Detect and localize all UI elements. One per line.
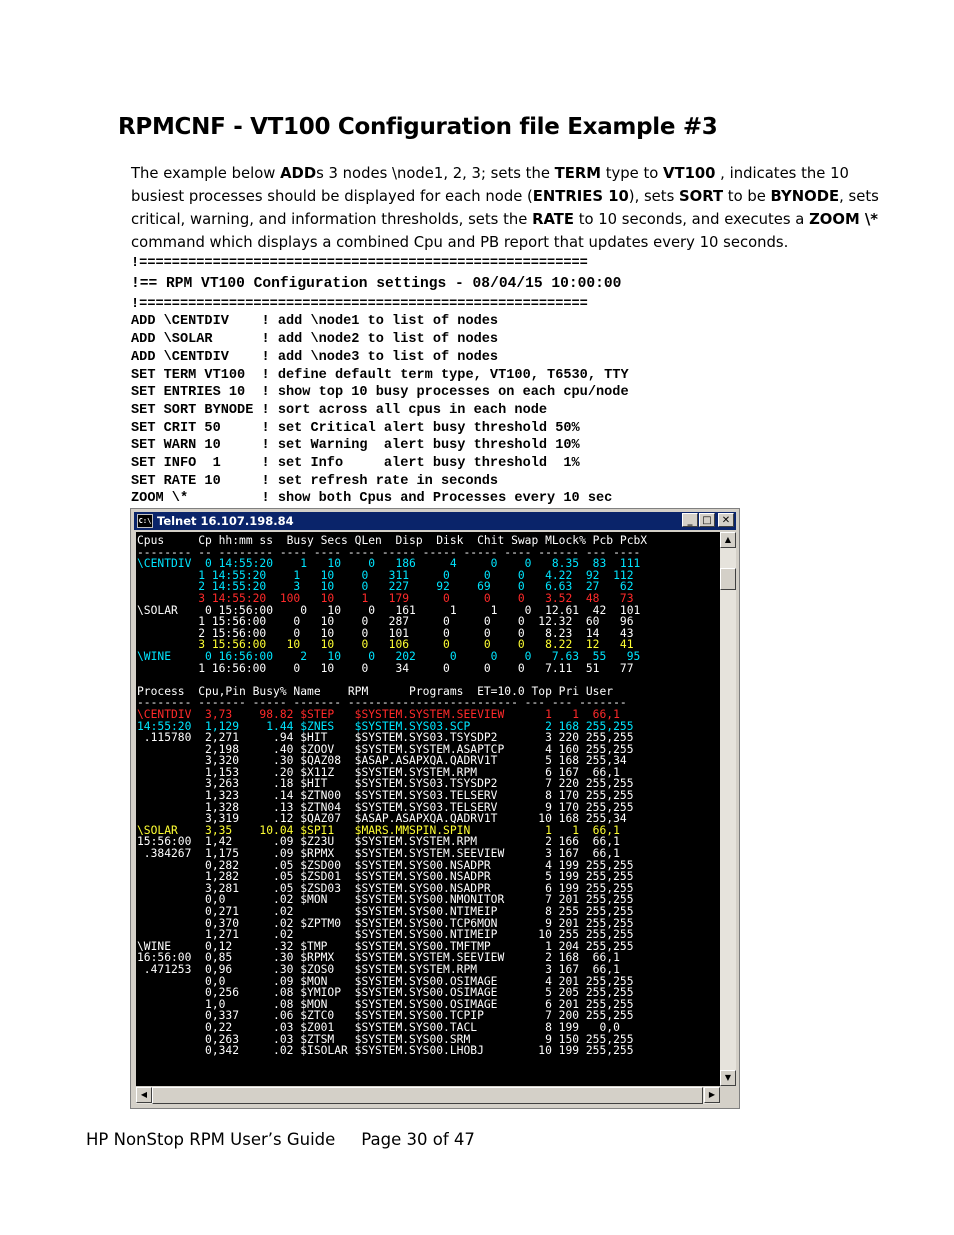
process-row: 0,282 .05 $ZSD00 $SYSTEM.SYS00.NSADPR 4 199 255,255 [205, 858, 634, 872]
intro-keyword: SORT [679, 188, 724, 205]
cpu-table-rule: -------- -- -------- ---- ---- ---- ----- ----- ----- ---- ------ --- ---- [137, 545, 641, 559]
config-line: SET CRIT 50 ! set Critical alert busy threshold 50% [131, 420, 580, 436]
process-row: \CENTDIV 3,73 98.82 $STEP $SYSTEM.SYSTEM.SEEVIEW 1 1 66,1 [137, 707, 620, 721]
scroll-up-icon[interactable]: ▲ [720, 532, 736, 548]
cpu-row: 1 15:56:00 0 10 0 287 0 0 0 12.32 60 96 [198, 615, 634, 629]
config-line: ZOOM \* ! show both Cpus and Processes every 10 sec [131, 491, 613, 507]
process-row: 0,0 .09 $MON $SYSTEM.SYS00.OSIMAGE 4 201 255,255 [205, 974, 634, 988]
config-lines [131, 314, 629, 506]
intro-text: , indicates the 10 busiest processes should be displayed for each node ( [131, 165, 849, 205]
vertical-scrollbar[interactable] [720, 532, 736, 1086]
process-row: 14:55:20 1,129 1.44 $ZNES $SYSTEM.SYS03.SCP 2 168 255,255 [137, 719, 634, 733]
cpu-row: 1 16:56:00 0 10 0 34 0 0 0 7.11 51 77 [198, 661, 634, 675]
vertical-scroll-thumb[interactable] [720, 568, 736, 590]
terminal-output [136, 532, 720, 1057]
cpu-row: 1 14:55:20 1 10 0 311 0 0 0 4.22 92 112 [198, 568, 634, 582]
process-row: 3,319 .12 $QAZ07 $ASAP.ASAPXQA.QADRV1T 10 168 255,34 [205, 812, 627, 826]
process-row: 3,263 .18 $HIT $SYSTEM.SYS03.TSYSDP2 7 220 255,255 [205, 777, 634, 791]
process-row: 0,22 .03 $Z001 $SYSTEM.SYS00.TACL 8 199 0,0 [205, 1020, 620, 1034]
close-button[interactable]: ✕ [718, 513, 734, 527]
cpu-row: 2 14:55:20 3 10 0 227 92 69 0 6.63 27 62 [198, 580, 634, 594]
minimize-button[interactable]: _ [682, 513, 698, 527]
cpu-row: \CENTDIV 0 14:55:20 1 10 0 186 4 0 0 8.35 83 111 [137, 557, 641, 571]
terminal-screen[interactable] [136, 532, 720, 1086]
scroll-left-icon[interactable]: ◀ [136, 1087, 152, 1103]
process-row: 1,153 .20 $X11Z $SYSTEM.SYSTEM.RPM 6 167 66,1 [205, 765, 620, 779]
intro-keyword: BYNODE [770, 188, 840, 205]
process-row: 1,323 .14 $ZTN00 $SYSTEM.SYS03.TELSERV 8 170 255,255 [205, 789, 634, 803]
intro-keyword: ENTRIES 10 [532, 188, 629, 205]
process-row: 16:56:00 0,85 .30 $RPMX $SYSTEM.SYSTEM.SEEVIEW 2 168 66,1 [137, 951, 620, 965]
intro-paragraph [131, 162, 891, 254]
footer-guide: HP NonStop RPM User’s Guide [86, 1130, 336, 1149]
intro-text: ), sets [628, 188, 680, 205]
intro-keyword: TERM [554, 165, 601, 182]
process-row: 1,271 .02 $SYSTEM.SYS00.NTIMEIP 10 255 255,255 [205, 928, 634, 942]
console-icon: C:\ [137, 514, 153, 528]
intro-text: to 10 seconds, and executes a [574, 211, 810, 228]
cpu-row: \SOLAR 0 15:56:00 0 10 0 161 1 1 0 12.61 42 101 [137, 603, 641, 617]
process-row: 2,198 .40 $ZOOV $SYSTEM.SYSTEM.ASAPTCP 4 160 255,255 [205, 742, 634, 756]
footer-page: Page 30 of 47 [361, 1130, 475, 1149]
cpu-row: 3 15:56:00 10 10 0 106 0 0 0 8.22 12 41 [198, 638, 634, 652]
process-row: 0,337 .06 $ZTC0 $SYSTEM.SYS00.TCPIP 7 200 255,255 [205, 1009, 634, 1023]
config-line: SET SORT BYNODE ! sort across all cpus in each node [131, 402, 548, 418]
intro-text: command which displays a combined Cpu and PB report that updates every 10 seconds. [131, 234, 789, 251]
config-separator: !======================================================= [131, 256, 588, 271]
resize-grip[interactable] [720, 1087, 736, 1104]
horizontal-scroll-thumb[interactable] [152, 1087, 703, 1104]
config-line: SET RATE 10 ! set refresh rate in seconds [131, 473, 499, 489]
config-line: ADD \CENTDIV ! add \node1 to list of nodes [131, 314, 499, 330]
window-titlebar[interactable] [134, 512, 736, 530]
process-row: \WINE 0,12 .32 $TMP $SYSTEM.SYS00.TMFTMP 1 204 255,255 [137, 939, 634, 953]
config-line: ADD \SOLAR ! add \node2 to list of nodes [131, 332, 499, 348]
intro-keyword: VT100 [663, 165, 716, 182]
window-title: Telnet 16.107.198.84 [157, 514, 294, 528]
cpu-row: \WINE 0 16:56:00 2 10 0 202 0 0 0 7.63 55 95 [137, 649, 641, 663]
scroll-right-icon[interactable]: ▶ [704, 1087, 720, 1103]
intro-keyword: ADD [280, 165, 317, 182]
process-table-header: Process Cpu,Pin Busy% Name RPM Programs ET=10.0 Top Pri User [137, 684, 614, 698]
config-separator: !======================================================= [131, 296, 588, 312]
config-line: SET TERM VT100 ! define default term type, VT100, T6530, TTY [131, 367, 629, 383]
process-row: \SOLAR 3,35 10.04 $SPI1 $MARS.MMSPIN.SPIN 1 1 66,1 [137, 823, 620, 837]
page-title: RPMCNF - VT100 Configuration file Example #3 [118, 114, 718, 140]
process-row: 1,282 .05 $ZSD01 $SYSTEM.SYS00.NSADPR 5 199 255,255 [205, 870, 634, 884]
cpu-row: 2 15:56:00 0 10 0 101 0 0 0 8.23 14 43 [198, 626, 634, 640]
window-controls [681, 513, 734, 527]
process-row: .384267 1,175 .09 $RPMX $SYSTEM.SYSTEM.SEEVIEW 3 167 66,1 [143, 847, 620, 861]
intro-text: The example below [131, 165, 281, 182]
process-row: .471253 0,96 .30 $ZOS0 $SYSTEM.SYSTEM.RPM 3 167 66,1 [143, 962, 620, 976]
process-row: 1,328 .13 $ZTN04 $SYSTEM.SYS03.TELSERV 9 170 255,255 [205, 800, 634, 814]
scroll-down-icon[interactable]: ▼ [720, 1070, 736, 1086]
intro-text: to be [723, 188, 771, 205]
process-row: 15:56:00 1,42 .09 $Z23U $SYSTEM.SYSTEM.RPM 2 166 66,1 [137, 835, 620, 849]
config-line: SET WARN 10 ! set Warning alert busy threshold 10% [131, 438, 580, 454]
process-row: 3,281 .05 $ZSD03 $SYSTEM.SYS00.NSADPR 6 199 255,255 [205, 881, 634, 895]
cpu-table-header: Cpus Cp hh:mm ss Busy Secs QLen Disp Disk Chit Swap MLock% Pcb PcbX [137, 534, 648, 547]
intro-keyword: RATE [532, 211, 574, 228]
horizontal-scrollbar[interactable] [136, 1087, 720, 1104]
process-row: 0,271 .02 $SYSTEM.SYS00.NTIMEIP 8 255 255,255 [205, 905, 634, 918]
config-listing [131, 255, 629, 508]
process-row: 0,0 .02 $MON $SYSTEM.SYS00.NMONITOR 7 201 255,255 [205, 893, 634, 907]
config-line: SET INFO 1 ! set Info alert busy threshold 1% [131, 456, 580, 472]
intro-keyword: ZOOM \* [809, 211, 878, 228]
maximize-button[interactable]: □ [699, 513, 715, 527]
telnet-window[interactable] [130, 508, 740, 1109]
process-row: 1,0 .08 $MON $SYSTEM.SYS00.OSIMAGE 6 201 255,255 [205, 997, 634, 1011]
process-table-rule: -------- ------- ----- ------- ------------------------- --- --- ------- [137, 696, 627, 710]
process-row: 0,342 .02 $ISOLAR $SYSTEM.SYS00.LHOBJ 10 199 255,255 [205, 1044, 634, 1058]
process-row: 0,256 .08 $YMIOP $SYSTEM.SYS00.OSIMAGE 5 205 255,255 [205, 986, 634, 1000]
page-footer [86, 1130, 475, 1149]
config-line: ADD \CENTDIV ! add \node3 to list of nodes [131, 349, 499, 365]
config-header: !== RPM VT100 Configuration settings - 08/04/15 10:00:00 [131, 275, 622, 292]
config-line: SET ENTRIES 10 ! show top 10 busy processes on each cpu/node [131, 385, 629, 401]
cpu-row: 3 14:55:20 100 10 1 179 0 0 0 3.52 48 73 [198, 591, 634, 605]
process-row: 0,263 .03 $ZTSM $SYSTEM.SYS00.SRM 9 150 255,255 [205, 1032, 634, 1046]
intro-text: type to [601, 165, 664, 182]
process-row: .115780 2,271 .94 $HIT $SYSTEM.SYS03.TSYSDP2 3 220 255,255 [143, 731, 634, 745]
intro-text: , sets critical, warning, and information thresholds, sets the [131, 188, 879, 228]
intro-text: s 3 nodes \node1, 2, 3; sets the [316, 165, 555, 182]
process-row: 3,320 .30 $QAZ08 $ASAP.ASAPXQA.QADRV1T 5 168 255,34 [205, 754, 627, 768]
process-row: 0,370 .02 $ZPTM0 $SYSTEM.SYS00.TCP6MON 9 201 255,255 [205, 916, 634, 930]
